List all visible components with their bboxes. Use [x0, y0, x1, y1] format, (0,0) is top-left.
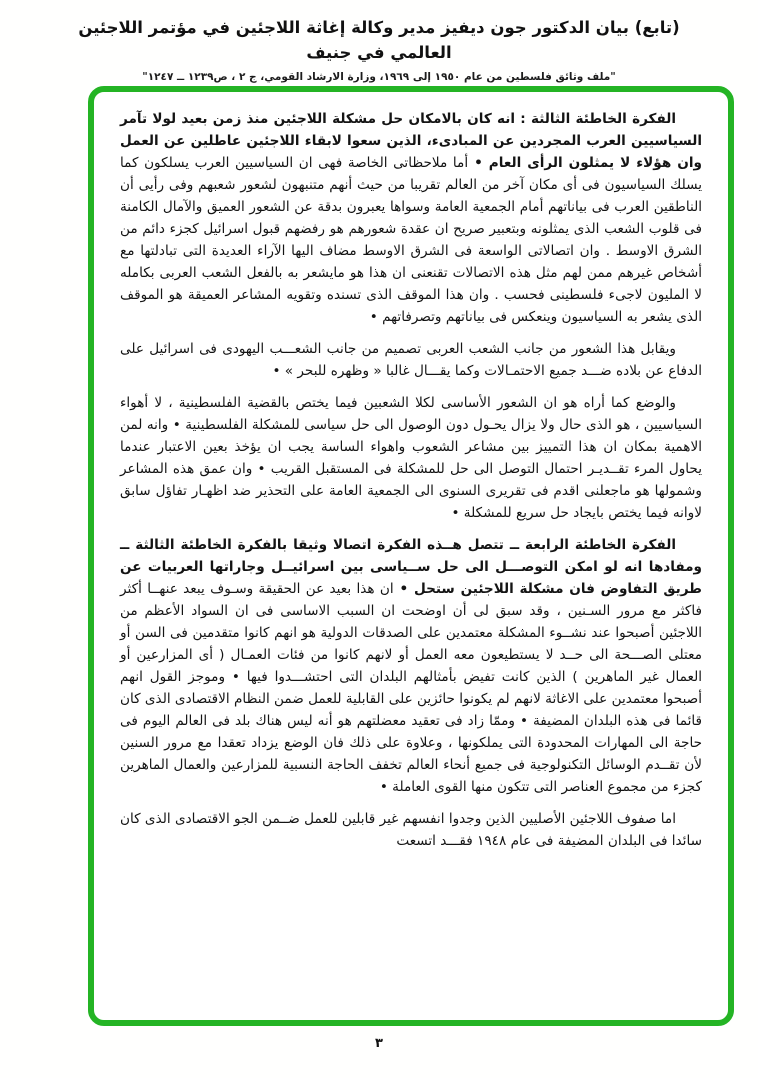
paragraph-jewish-people-response [120, 338, 702, 382]
paragraph-lead: الفكرة الخاطئة الرابعة ــ تتصل هــذه الفكرة اتصالا وثيقا بالفكرة الخاطئة الثالثة ــ ومفادها انه لو امكن التوصـــل الى حل ســياسى بين اسرائيــل وجاراتها العربيات عن طريق التفاوض فان مشكلة اللاجئين ستحل • [120, 537, 702, 597]
document-header [0, 0, 758, 83]
paragraph-text: اما صفوف اللاجئين الأصليين الذين وجدوا انفسهم غير قابلين للعمل ضــمن الجو الاقتصادى الذى كان سائدا فى البلدان المضيفة فى عام ١٩٤٨ فقـــد اتسعت [120, 811, 702, 849]
paragraph-original-refugees [120, 808, 702, 852]
page-number: ٣ [375, 1036, 383, 1051]
paragraph-text: ويقابل هذا الشعور من جانب الشعب العربى تصميم من جانب الشعـــب اليهودى فى اسرائيل على الدفاع عن بلاده ضـــد جميع الاحتمـالات وكما يقـــال غالبا « وظهره للبحر » • [120, 341, 702, 379]
paragraph-misconception-three [120, 108, 702, 328]
paragraph-misconception-four [120, 534, 702, 798]
document-source-citation: "ملف وثائق فلسطين من عام ١٩٥٠ إلى ١٩٦٩، وزارة الارشاد القومي، ج ٢ ، ص١٢٣٩ ــ ١٢٤٧" [142, 70, 616, 83]
paragraph-text: ان هذا بعيد عن الحقيقة وسـوف يبعد عنهــا أكثر فاكثر مع مرور السـنين ، وقد سبق لى أن اوضحت ان السبب الاساسى فى ان السواد الأعظم من اللاجئين أصبحوا عند نشــوء المشكلة معتمدين على الصدقات الدولية هو انهم كانوا متقدمين فى السن أو معتلى الصـــحة الى حــد لا يستطيعون معه العمل أو لانهم كانوا من فئات العمـال ( أى المزارعين أو العمال غير الماهرين ) الذين كانت تفيض بأمثالهم البلدان التى احتشـــدوا فيها • وموجز القول انهم أصبحوا معتمدين على الاغاثة لانهم لم يكونوا حائزين على القابلية للعمل ضمن النظام الاقتصادى الذى كان قائما فى هذه البلدان المضيفة • وممّا زاد فى تعقيد معضلتهم هو أنه ليس هناك بلد فى العالم اليوم فى حاجة الى المهارات المحدودة التى يملكونها ، وعلاوة على ذلك فان الوضع يزداد تعقدا مع مرور السنين لأن تقــدم الوسائل التكنولوجية فى جميع أنحاء العالم تخفف الحاجة النسبية للمزارعين والعمال الماهرين كجزء من مجموع العناصر التى تتكون منها القوى العاملة • [120, 581, 702, 795]
paragraph-basic-feeling [120, 392, 702, 524]
paragraph-text: أما ملاحظاتى الخاصة فهى ان السياسيين العرب يسلكون كما يسلك السياسيون فى أى مكان آخر من العالم تقريبا من حيث أنهم متنبهون لشعور شعبهم وفى رأيى أن الناطقين العرب فى بياناتهم أمام الجمعية العامة وسواها يعبرون بدقة عن الشعور العميق والآمال الكامنة فى قلوب الشعب الذى يمثلونه وبتعبير صريح ان عقدة شعورهم هو رفضهم قبول اسرائيل كجزء دائم من الشرق الاوسط . وان اتصالاتى الواسعة فى الشرق الاوسط مضاف اليها الآراء العديدة التى تبادلتها مع أشخاص غيرهم ممن لهم مثل هذه الاتصالات تقنعنى ان هذا هو مايشعر به بالفعل الشعب العربى بكامله لا المليون لاجىء فلسطينى فحسب . وان هذا الموقف الذى تسنده وتقويه المشاعر العميقة هو الموقف الذى يشعر به السياسيون وينعكس فى بياناتهم وتصرفاتهم • [120, 155, 702, 325]
paragraph-text: والوضع كما أراه هو ان الشعور الأساسى لكلا الشعبين فيما يختص بالقضية الفلسطينية ، لا أهواء السياسيين ، هو الذى حال ولا يزال يحـول دون الوصول الى حل سياسى للمشكلة الفلسطينية • وانه لمن الاهمية بمكان ان هذا التمييز بين مشاعر الشعوب واهواء الساسة يجب ان يؤخذ بعين الاعتبار عندما يحاول المرء تقــديـر احتمال التوصل الى حل للمشكلة فى المستقبل القريب • وان عمق هذه المشاعر وشمولها هو ماجعلنى اقدم فى تقريرى السنوى الى الجمعية العامة على التحذير ضد اظهـار تفاؤل سابق لاوانه فيما يختص بايجاد حل سريع للمشكلة • [120, 395, 702, 521]
document-title: (تابع) بيان الدكتور جون ديفيز مدير وكالة إغاثة اللاجئين في مؤتمر اللاجئين العالمي في جنيف [78, 18, 680, 62]
content-border-box [88, 86, 734, 1026]
paragraph-lead: الفكرة الخاطئة الثالثة : انه كان بالامكان حل مشكلة اللاجئين منذ زمن بعيد لولا تآمر السياسيين العرب المجردين عن المبادىء، الذين سعوا لابقاء اللاجئين عاطلين عن العمل وان هؤلاء لا يمثلون الرأى العام • [120, 111, 702, 171]
